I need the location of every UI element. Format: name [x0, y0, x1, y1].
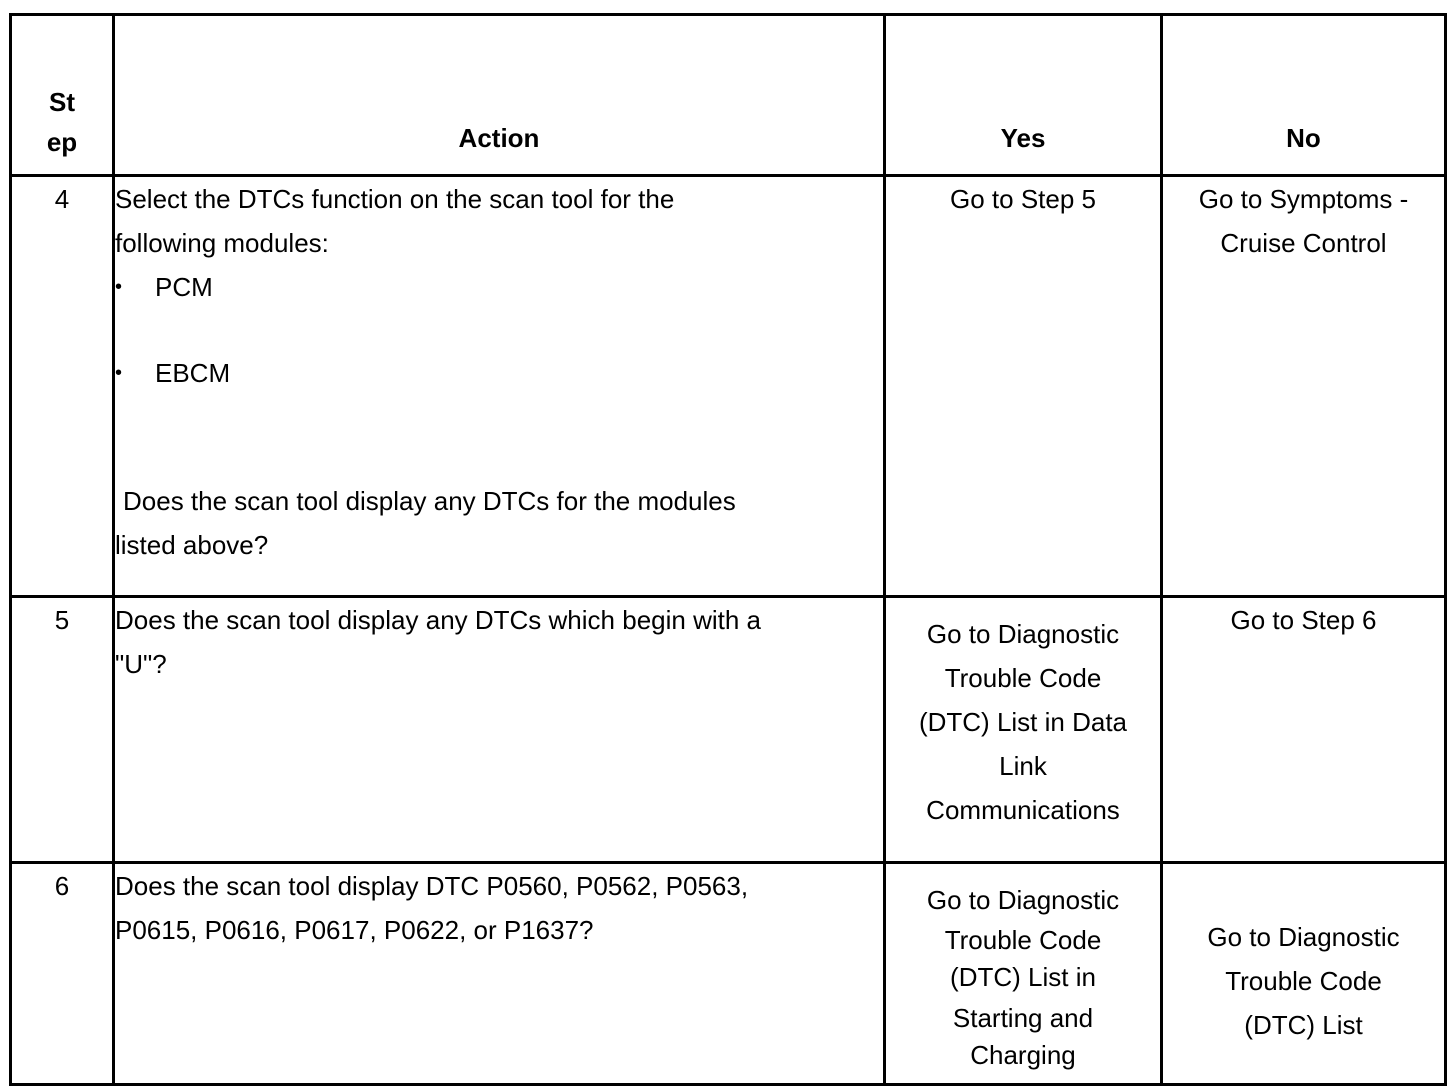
header-row [11, 15, 1446, 176]
yes-link[interactable]: Go to Step 5 [950, 184, 1096, 214]
module-list [115, 265, 883, 395]
question-text: Does the scan tool display DTC P0560, P0562, P0563, [115, 871, 749, 901]
yes-cell [885, 176, 1162, 597]
question-text: listed above? [115, 530, 269, 560]
table-row [11, 863, 1446, 1085]
question-text: Does the scan tool display any DTCs which begin with a [115, 605, 761, 635]
no-cell [1162, 863, 1446, 1085]
no-link[interactable]: Go to Symptoms - [1198, 184, 1409, 214]
yes-link[interactable]: Communications [926, 795, 1120, 825]
yes-link[interactable]: Link [999, 751, 1047, 781]
diagnostic-table [9, 13, 1447, 1086]
yes-cell [885, 597, 1162, 863]
action-cell [114, 863, 885, 1085]
bullet-icon: • [115, 276, 123, 298]
bullet-icon: • [115, 362, 123, 384]
action-text: Select the DTCs function on the scan tool for the [115, 184, 675, 214]
action-text: following modules: [115, 228, 329, 258]
yes-link[interactable]: Charging [970, 1040, 1076, 1070]
table-row [11, 176, 1446, 597]
yes-cell [885, 863, 1162, 1085]
list-item [115, 265, 883, 309]
header-yes: Yes [885, 15, 1162, 176]
module-name: EBCM [155, 358, 231, 388]
yes-link[interactable]: Starting and [952, 1003, 1094, 1033]
action-cell [114, 176, 885, 597]
spacer [115, 309, 883, 351]
no-cell [1162, 597, 1446, 863]
action-cell [114, 597, 885, 863]
step-number: 5 [11, 597, 114, 863]
yes-link[interactable]: (DTC) List in [950, 962, 1096, 992]
header-step-line1: St [49, 87, 75, 117]
question-text: Does the scan tool display any DTCs for the modules [123, 486, 736, 516]
list-item [115, 351, 883, 395]
step-number: 4 [11, 176, 114, 597]
header-no: No [1162, 15, 1446, 176]
no-link[interactable]: Cruise Control [1220, 228, 1387, 258]
question-text: "U"? [115, 649, 167, 679]
yes-link[interactable]: Trouble Code [944, 925, 1102, 955]
table-row [11, 597, 1446, 863]
no-link[interactable]: Go to Step 6 [1230, 605, 1377, 635]
no-link[interactable]: (DTC) List [1244, 1009, 1363, 1040]
module-name: PCM [155, 272, 213, 302]
yes-link[interactable]: (DTC) List in Data [918, 707, 1128, 737]
yes-link[interactable]: Go to Diagnostic [926, 885, 1120, 915]
no-link[interactable]: Go to Diagnostic [1207, 921, 1400, 952]
spacer [115, 395, 883, 479]
no-cell [1162, 176, 1446, 597]
yes-link[interactable]: Go to Diagnostic [926, 619, 1120, 649]
question-text: P0615, P0616, P0617, P0622, or P1637? [115, 915, 594, 945]
header-step [11, 15, 114, 176]
header-action: Action [114, 15, 885, 176]
yes-link[interactable]: Trouble Code [944, 663, 1102, 693]
no-link[interactable]: Trouble Code [1225, 965, 1382, 996]
step-number: 6 [11, 863, 114, 1085]
header-step-line2: ep [46, 127, 78, 157]
